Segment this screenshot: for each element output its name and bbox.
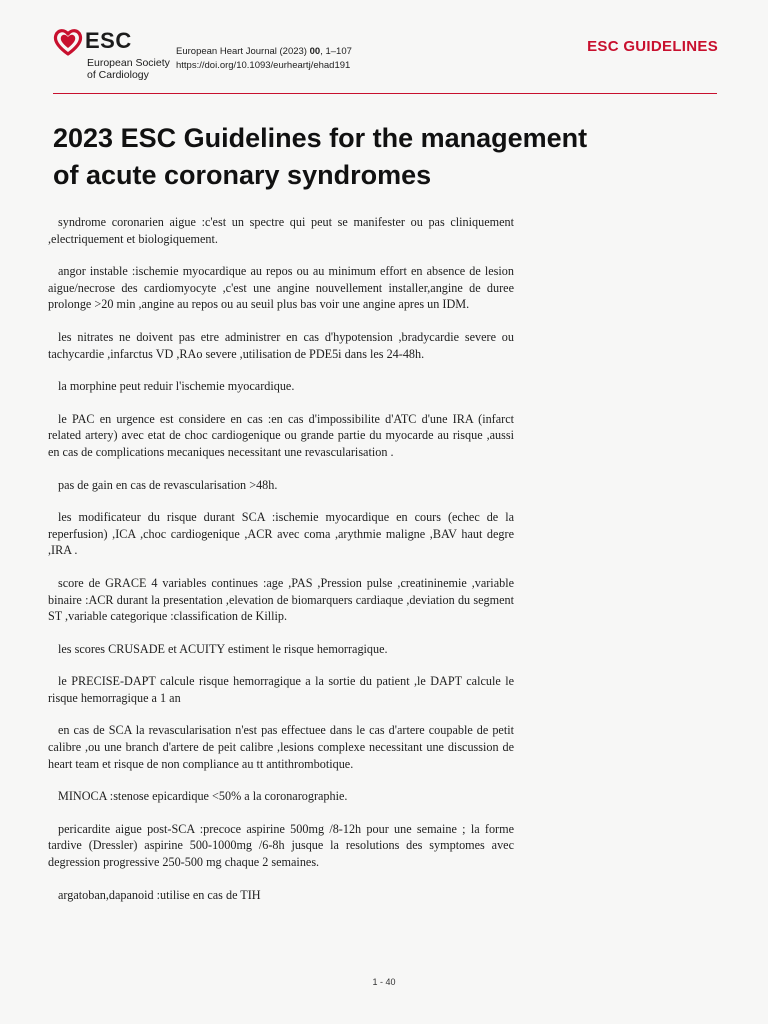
body-paragraph: angor instable :ischemie myocardique au repos ou au minimum effort en absence de lesion aigue/necrose des cardiomyocyte ,c'est une angine nouvellement installer,angine de duree prolonge >20 min ,angine au repos ou au seuil plus bas voir une angine apres un IDM.	[48, 264, 514, 312]
logo-abbreviation: ESC	[85, 28, 132, 53]
journal-reference	[176, 45, 436, 59]
body-paragraph: argatoban,dapanoid :utilise en cas de TIH	[58, 887, 261, 902]
body-paragraph: MINOCA :stenose epicardique <50% a la coronarographie.	[58, 789, 348, 804]
journal-volume: 00	[309, 46, 321, 57]
logo-name-line1: European Society	[87, 57, 170, 69]
page-number: 1 - 40	[372, 977, 396, 987]
section-tag: ESC GUIDELINES	[587, 38, 718, 55]
body-paragraph: le PAC en urgence est considere en cas :en cas d'impossibilite d'ATC d'une IRA (infarct related artery) avec etat de choc cardiogenique ou grande partie du myocarde au risque ,aussi en cas de complications mecaniques necessitant une revascularisation .	[48, 411, 514, 459]
body-paragraph: pas de gain en cas de revascularisation >48h.	[58, 477, 278, 492]
journal-pages: , 1–107	[320, 46, 352, 57]
title-line2: of acute coronary syndromes	[53, 160, 432, 190]
body-paragraph: syndrome coronarien aigue :c'est un spectre qui peut se manifester ou pas cliniquement ,electriquement et biologiquement.	[48, 215, 514, 246]
document-title	[53, 120, 673, 194]
body-paragraph: le PRECISE-DAPT calcule risque hemorragique a la sortie du patient ,le DAPT calcule le risque hemorragique a 1 an	[48, 674, 514, 705]
body-paragraph: les modificateur du risque durant SCA :ischemie myocardique en cours (echec de la reperfusion) ,ICA ,choc cardiogenique ,ACR avec coma ,arythmie maligne ,BAV haut degre ,IRA .	[48, 510, 514, 558]
heart-logo-icon	[53, 27, 83, 57]
body-paragraph: score de GRACE 4 variables continues :age ,PAS ,Pression pulse ,creatininemie ,variable binaire :ACR durant la presentation ,elevation de biomarquers cardiaque ,deviation du segment ST ,variable categorique :classification de Killip.	[48, 575, 514, 624]
logo-name-line2: of Cardiology	[87, 69, 149, 81]
page-header	[0, 0, 768, 95]
doi-link[interactable]: https://doi.org/10.1093/eurheartj/ehad191	[176, 60, 351, 71]
esc-logo	[53, 27, 170, 85]
body-paragraph: la morphine peut reduir l'ischemie myocardique.	[58, 379, 295, 394]
title-line1: 2023 ESC Guidelines for the management	[53, 123, 588, 153]
journal-citation	[176, 45, 436, 73]
body-paragraph: les scores CRUSADE et ACUITY estiment le risque hemorragique.	[58, 641, 388, 656]
body-paragraph: pericardite aigue post-SCA :precoce aspirine 500mg /8-12h pour une semaine ; la forme tardive (Dressler) aspirine 500-1000mg /6-8h jusque la resolutions des symptomes avec degression progressive 250-500 mg chaque 2 semaines.	[48, 821, 514, 870]
header-divider	[53, 93, 717, 94]
body-paragraph: les nitrates ne doivent pas etre administrer en cas d'hypotension ,bradycardie severe ou tachycardie ,infarctus VD ,RAo severe ,utilisation de PDE5i dans les 24-48h.	[48, 329, 514, 361]
body-paragraph: en cas de SCA la revascularisation n'est pas effectuee dans le cas d'artere coupable de petit calibre ,ou une branch d'artere de peit calibre ,lesions complexe necessitant une discussion de heart team et risque de non compliance au tt antithrombotique.	[48, 723, 514, 771]
journal-prefix: European Heart Journal (2023)	[176, 46, 310, 57]
document-body	[48, 214, 514, 919]
